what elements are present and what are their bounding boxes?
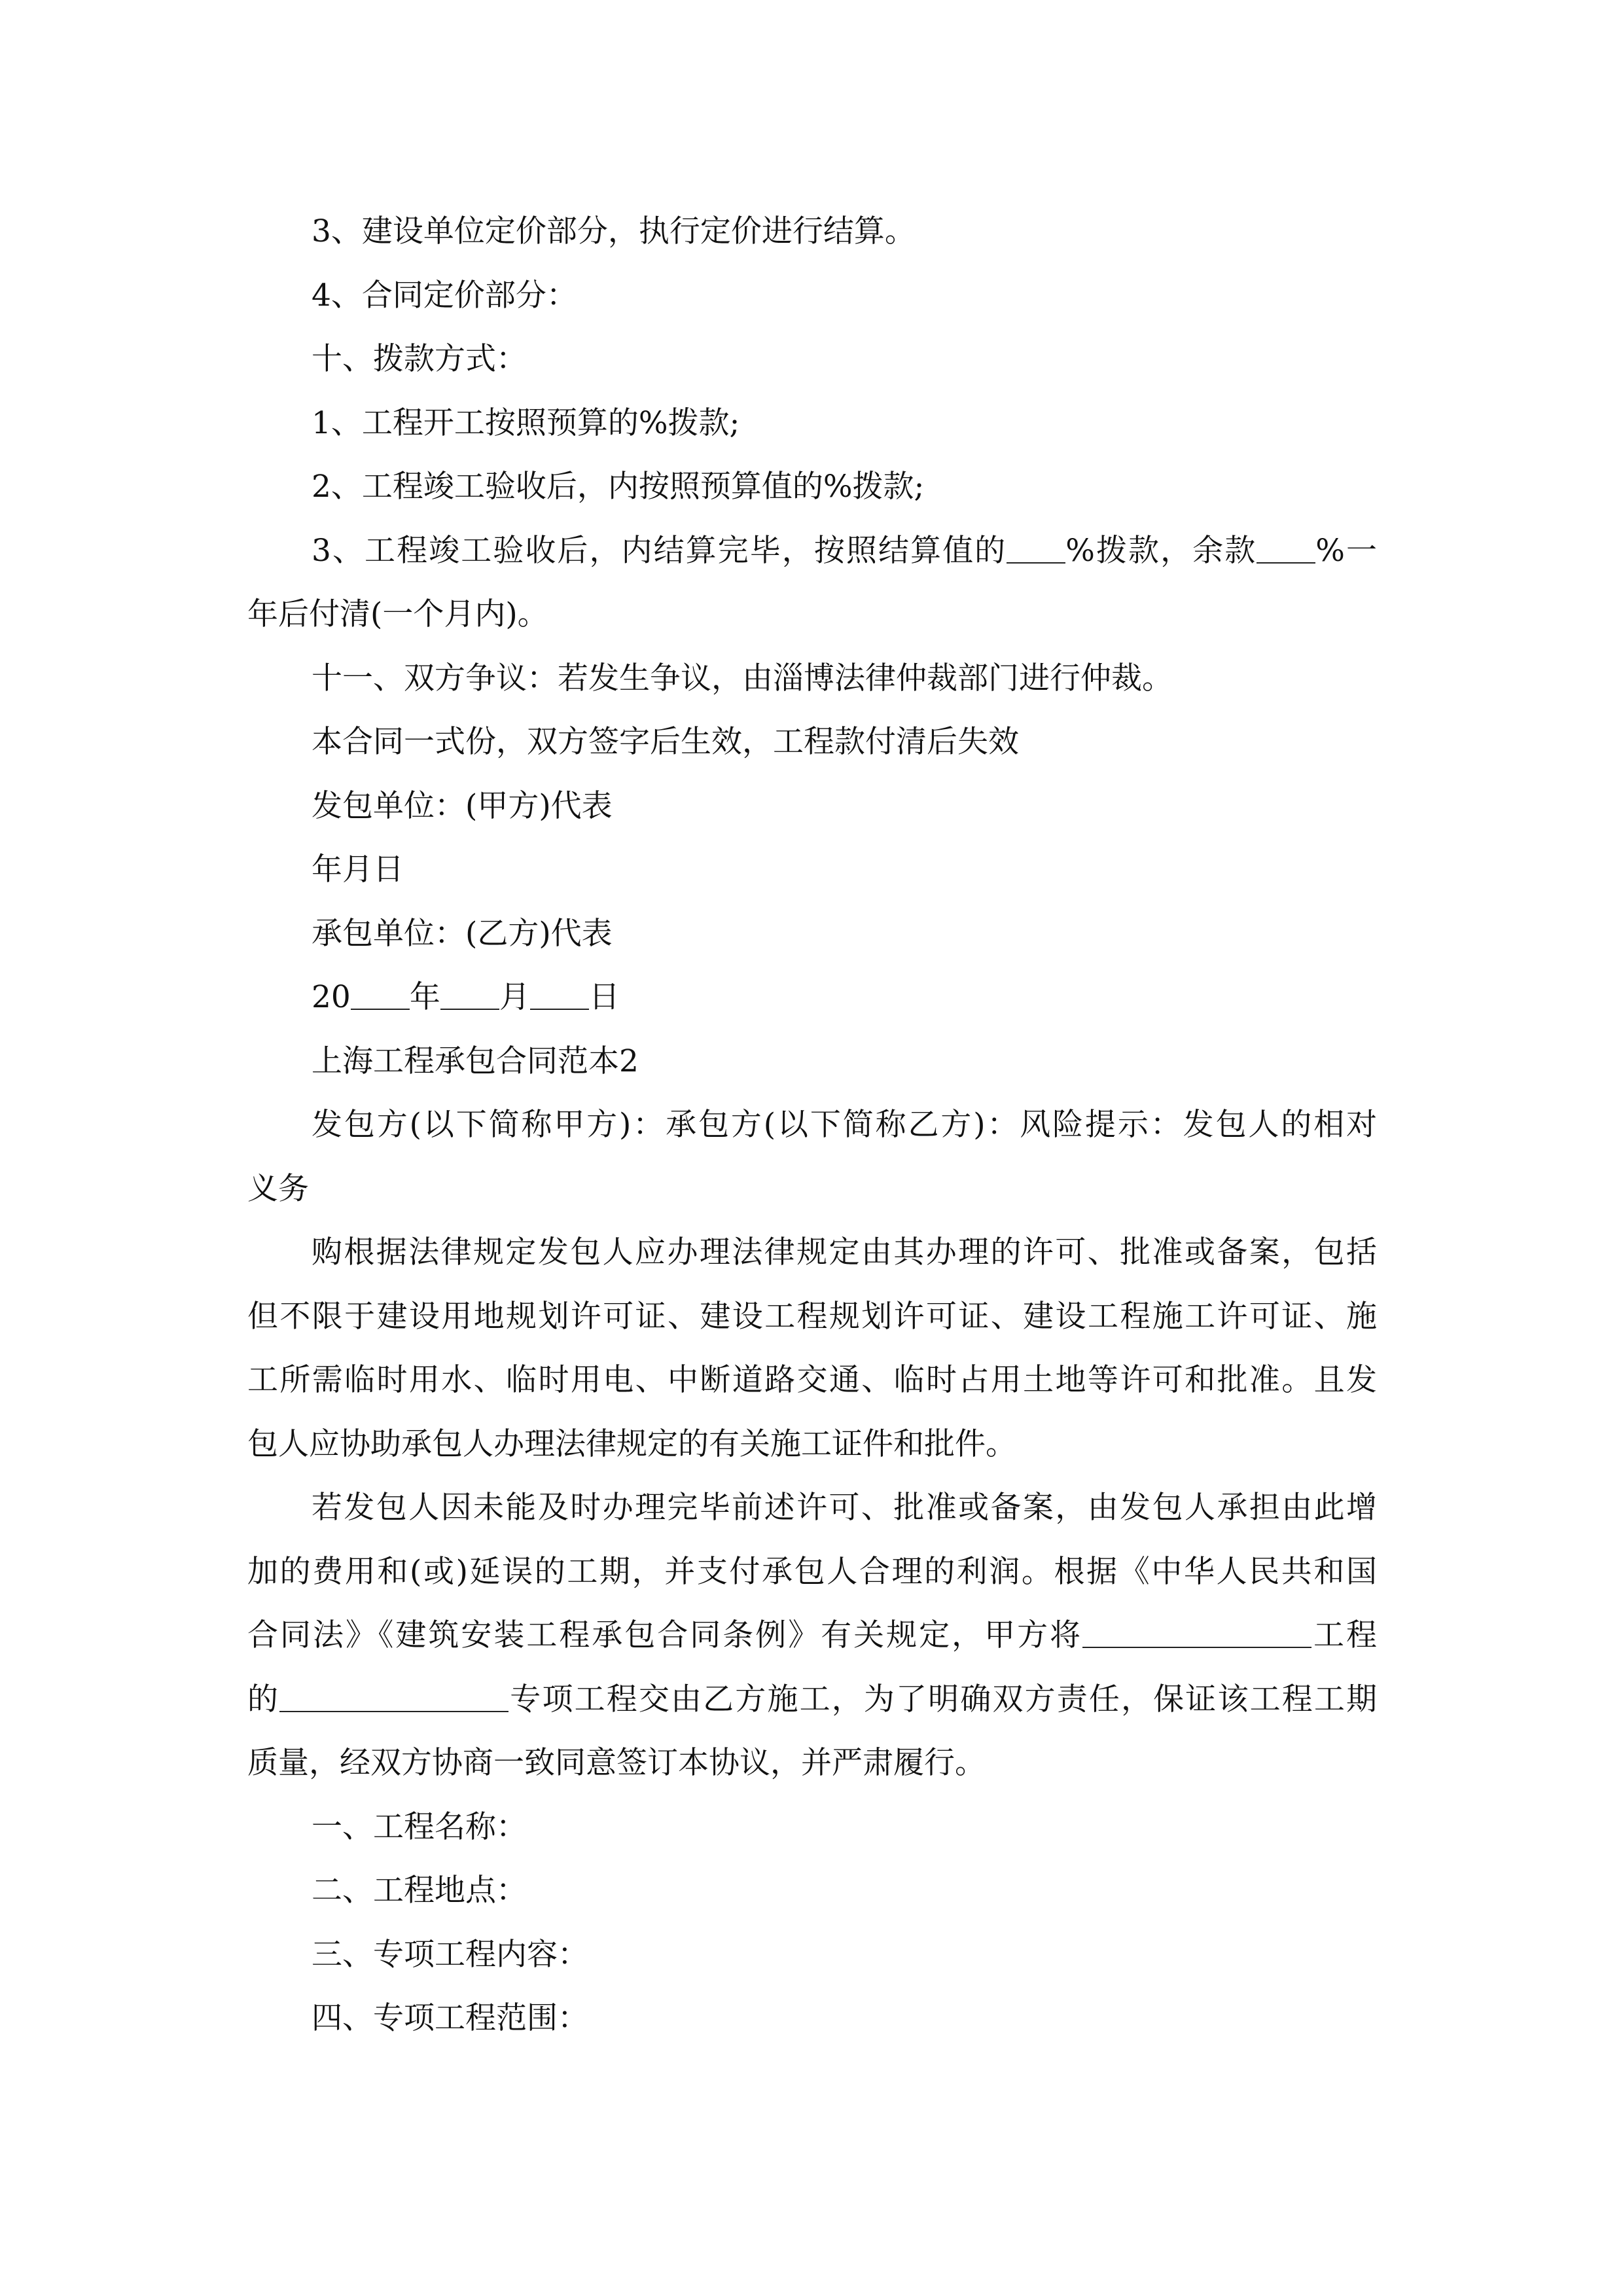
party-a-signature: 发包单位：(甲方)代表 xyxy=(312,787,613,824)
text-segment: 年 xyxy=(409,979,440,1015)
paragraph-line: 但不限于建设用地规划许可证、建设工程规划许可证、建设工程施工许可证、施 xyxy=(247,1298,1377,1335)
item-project-content: 三、专项工程内容： xyxy=(312,1936,588,1973)
paragraph-line xyxy=(247,1604,1377,1668)
paragraph-line: 加的费用和(或)延误的工期，并支付承包人合理的利润。根据《中华人民共和国 xyxy=(247,1553,1377,1590)
text-segment: %一 xyxy=(1315,532,1377,569)
clause-10-item-1: 1、工程开工按照预算的%拨款; xyxy=(312,404,740,441)
text-segment: 专项工程交由乙方施工，为了明确双方责任，保证该工程工期 xyxy=(508,1681,1378,1717)
section-title: 上海工程承包合同范本2 xyxy=(312,1043,639,1079)
text-segment: 20 xyxy=(312,979,351,1015)
party-b-signature: 承包单位：(乙方)代表 xyxy=(312,915,613,952)
text-segment: %拨款，余款 xyxy=(1065,532,1257,569)
item-project-name: 一、工程名称： xyxy=(312,1808,527,1845)
paragraph-line: 包人应协助承包人办理法律规定的有关施工证件和批件。 xyxy=(247,1426,1016,1462)
blank-field xyxy=(279,1681,508,1712)
paragraph-line: 工所需临时用水、临时用电、中断道路交通、临时占用土地等许可和批准。且发 xyxy=(247,1362,1377,1398)
text-segment: 月 xyxy=(499,979,530,1015)
blank-field xyxy=(1007,532,1065,564)
text-segment: 的 xyxy=(247,1681,280,1717)
clause-10-heading: 十、拨款方式： xyxy=(312,341,527,377)
item-project-scope: 四、专项工程范围： xyxy=(312,2000,588,2036)
text-segment: 工程 xyxy=(1311,1617,1378,1653)
blank-field xyxy=(440,978,499,1010)
clause-10-item-3-cont: 年后付清(一个月内)。 xyxy=(247,596,548,632)
clause-10-item-3 xyxy=(247,519,1377,583)
clause-11: 十一、双方争议：若发生争议，由淄博法律仲裁部门进行仲裁。 xyxy=(312,660,1173,696)
clause-9-item-4: 4、合同定价部分： xyxy=(312,277,577,314)
text-segment: 3、工程竣工验收后，内结算完毕，按照结算值的 xyxy=(312,532,1007,569)
paragraph-line: 若发包人因未能及时办理完毕前述许可、批准或备案，由发包人承担由此增 xyxy=(312,1490,1377,1526)
text-segment: 日 xyxy=(588,979,620,1015)
clause-10-item-2: 2、工程竣工验收后，内按照预算值的%拨款; xyxy=(312,469,925,505)
party-a-date: 年月日 xyxy=(312,852,404,888)
blank-field xyxy=(530,978,589,1010)
paragraph-line xyxy=(247,1668,1377,1732)
blank-field xyxy=(1082,1617,1311,1648)
document-body xyxy=(247,200,1377,2051)
parties-line: 发包方(以下简称甲方)：承包方(以下简称乙方)：风险提示：发包人的相对 xyxy=(312,1107,1377,1143)
signing-date xyxy=(247,965,1377,1030)
text-segment: 合同法》《建筑安装工程承包合同条例》有关规定，甲方将 xyxy=(247,1617,1083,1653)
blank-field xyxy=(1257,532,1315,564)
paragraph-line: 购根据法律规定发包人应办理法律规定由其办理的许可、批准或备案，包括 xyxy=(312,1234,1377,1270)
item-project-location: 二、工程地点： xyxy=(312,1873,527,1909)
validity-note: 本合同一式份，双方签字后生效，工程款付清后失效 xyxy=(312,724,1019,760)
clause-9-item-3: 3、建设单位定价部分，执行定价进行结算。 xyxy=(312,213,916,249)
blank-field xyxy=(351,978,410,1010)
paragraph-line: 质量，经双方协商一致同意签订本协议，并严肃履行。 xyxy=(247,1745,986,1781)
parties-line-cont: 义务 xyxy=(247,1170,309,1207)
